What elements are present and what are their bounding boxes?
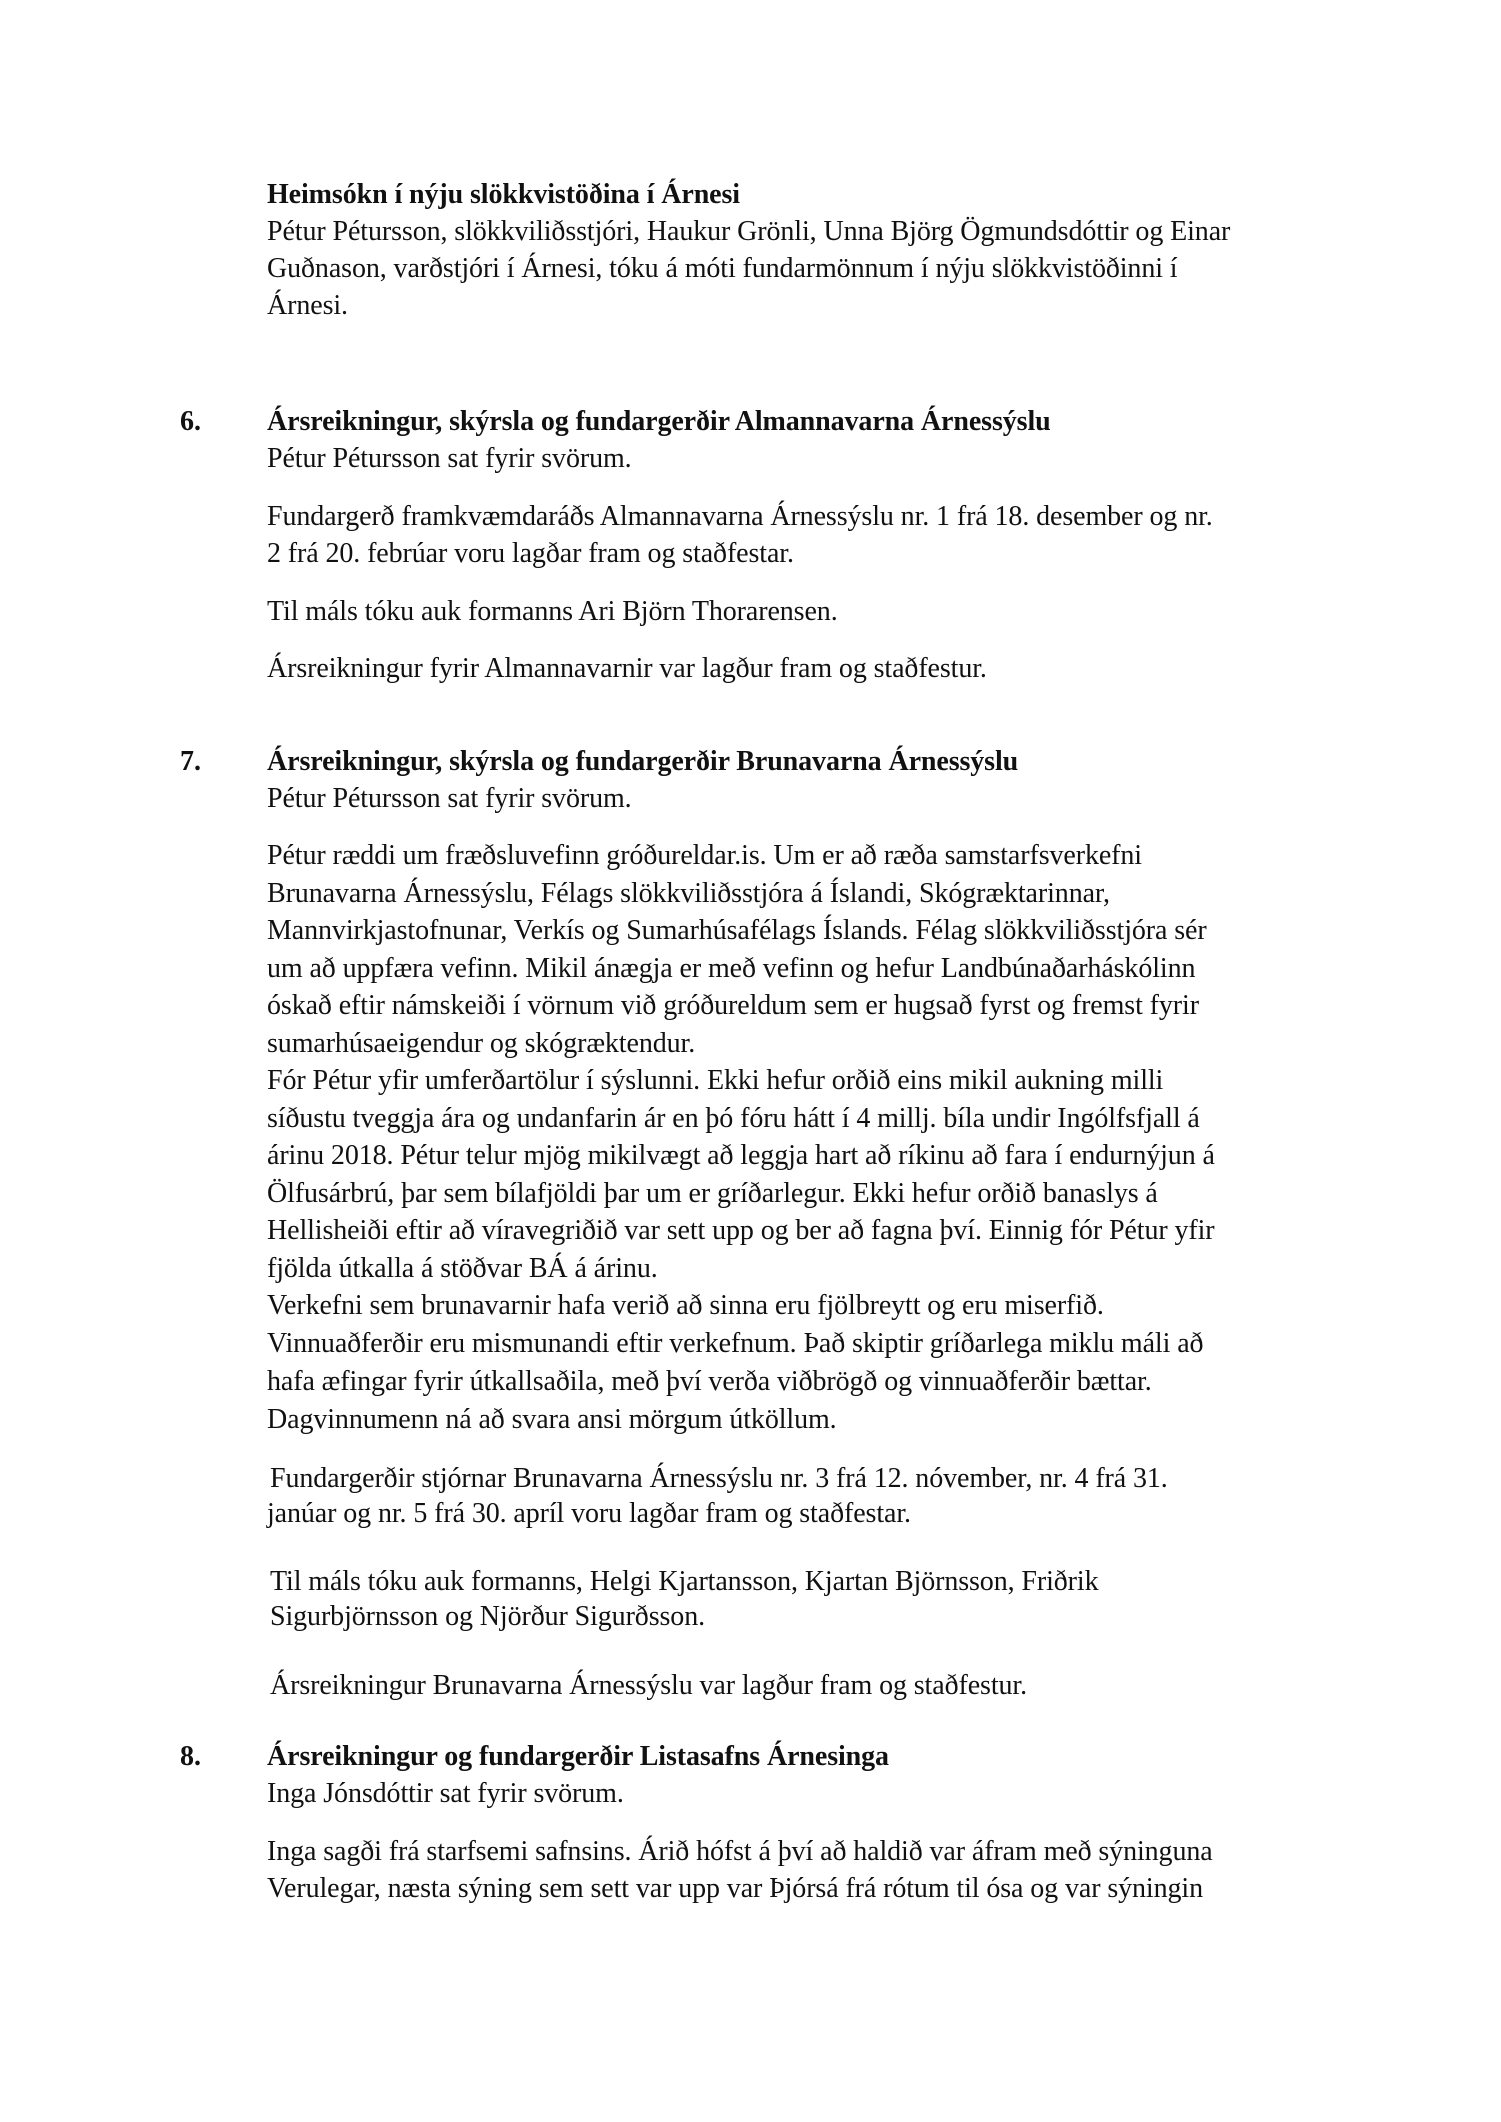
section-number: 8. (180, 1741, 201, 1772)
paragraph-line: Til máls tóku auk formanns Ari Björn Thorarensen. (267, 596, 838, 627)
paragraph-line: Fundargerðir stjórnar Brunavarna Árnessýslu nr. 3 frá 12. nóvember, nr. 4 frá 31. (270, 1463, 1168, 1494)
section-subtitle: Pétur Pétursson sat fyrir svörum. (267, 783, 632, 814)
section-heading: Ársreikningur, skýrsla og fundargerðir Almannavarna Árnessýslu (267, 406, 1051, 437)
paragraph-line: janúar og nr. 5 frá 30. apríl voru lagðar fram og staðfestar. (267, 1498, 911, 1529)
paragraph-line: Vinnuaðferðir eru mismunandi eftir verkefnum. Það skiptir gríðarlega miklu máli að (267, 1328, 1204, 1359)
visit-heading: Heimsókn í nýju slökkvistöðina í Árnesi (267, 179, 740, 210)
section-heading: Ársreikningur, skýrsla og fundargerðir Brunavarna Árnessýslu (267, 746, 1019, 777)
visit-text-line: Pétur Pétursson, slökkviliðsstjóri, Haukur Grönli, Unna Björg Ögmundsdóttir og Einar (267, 216, 1231, 247)
paragraph-line: um að uppfæra vefinn. Mikil ánægja er með vefinn og hefur Landbúnaðarháskólinn (267, 953, 1196, 984)
paragraph-line: Hellisheiði eftir að víravegriðið var sett upp og ber að fagna því. Einnig fór Pétur yfir (267, 1215, 1215, 1246)
section-number: 6. (180, 406, 201, 437)
section-subtitle: Pétur Pétursson sat fyrir svörum. (267, 443, 632, 474)
paragraph-line: síðustu tveggja ára og undanfarin ár en þó fóru hátt í 4 millj. bíla undir Ingólfsfjall á (267, 1103, 1200, 1134)
visit-text-line: Guðnason, varðstjóri í Árnesi, tóku á móti fundarmönnum í nýju slökkvistöðinni í (267, 253, 1178, 284)
paragraph-line: Fundargerð framkvæmdaráðs Almannavarna Árnessýslu nr. 1 frá 18. desember og nr. (267, 501, 1213, 532)
paragraph-line: árinu 2018. Pétur telur mjög mikilvægt að leggja hart að ríkinu að fara í endurnýjun á (267, 1140, 1215, 1171)
paragraph-line: sumarhúsaeigendur og skógræktendur. (267, 1028, 696, 1059)
paragraph-line: Verulegar, næsta sýning sem sett var upp var Þjórsá frá rótum til ósa og var sýningin (267, 1873, 1203, 1904)
paragraph-line: 2 frá 20. febrúar voru lagðar fram og staðfestar. (267, 538, 794, 569)
paragraph-line: Ársreikningur Brunavarna Árnessýslu var lagður fram og staðfestur. (270, 1670, 1027, 1701)
section-subtitle: Inga Jónsdóttir sat fyrir svörum. (267, 1778, 624, 1809)
paragraph-line: Verkefni sem brunavarnir hafa verið að sinna eru fjölbreytt og eru miserfið. (267, 1290, 1104, 1321)
paragraph-line: Dagvinnumenn ná að svara ansi mörgum útköllum. (267, 1404, 837, 1435)
paragraph-line: hafa æfingar fyrir útkallsaðila, með því verða viðbrögð og vinnuaðferðir bættar. (267, 1366, 1152, 1397)
visit-text-line: Árnesi. (267, 290, 348, 321)
section-heading: Ársreikningur og fundargerðir Listasafns Árnesinga (267, 1741, 889, 1772)
paragraph-line: Ölfusárbrú, þar sem bílafjöldi þar um er gríðarlegur. Ekki hefur orðið banaslys á (267, 1178, 1158, 1209)
paragraph-line: Sigurbjörnsson og Njörður Sigurðsson. (270, 1601, 705, 1632)
paragraph-line: Fór Pétur yfir umferðartölur í sýslunni. Ekki hefur orðið eins mikil aukning milli (267, 1065, 1164, 1096)
paragraph-line: Til máls tóku auk formanns, Helgi Kjartansson, Kjartan Björnsson, Friðrik (270, 1566, 1099, 1597)
paragraph-line: Ársreikningur fyrir Almannavarnir var lagður fram og staðfestur. (267, 653, 987, 684)
paragraph-line: óskað eftir námskeiði í vörnum við gróðureldum sem er hugsað fyrst og fremst fyrir (267, 990, 1199, 1021)
paragraph-line: fjölda útkalla á stöðvar BÁ á árinu. (267, 1253, 658, 1284)
paragraph-line: Inga sagði frá starfsemi safnsins. Árið hófst á því að haldið var áfram með sýninguna (267, 1836, 1213, 1867)
paragraph-line: Pétur ræddi um fræðsluvefinn gróðureldar.is. Um er að ræða samstarfsverkefni (267, 840, 1142, 871)
paragraph-line: Brunavarna Árnessýslu, Félags slökkviliðsstjóra á Íslandi, Skógræktarinnar, (267, 878, 1110, 909)
paragraph-line: Mannvirkjastofnunar, Verkís og Sumarhúsafélags Íslands. Félag slökkviliðsstjóra sér (267, 915, 1207, 946)
section-number: 7. (180, 746, 201, 777)
